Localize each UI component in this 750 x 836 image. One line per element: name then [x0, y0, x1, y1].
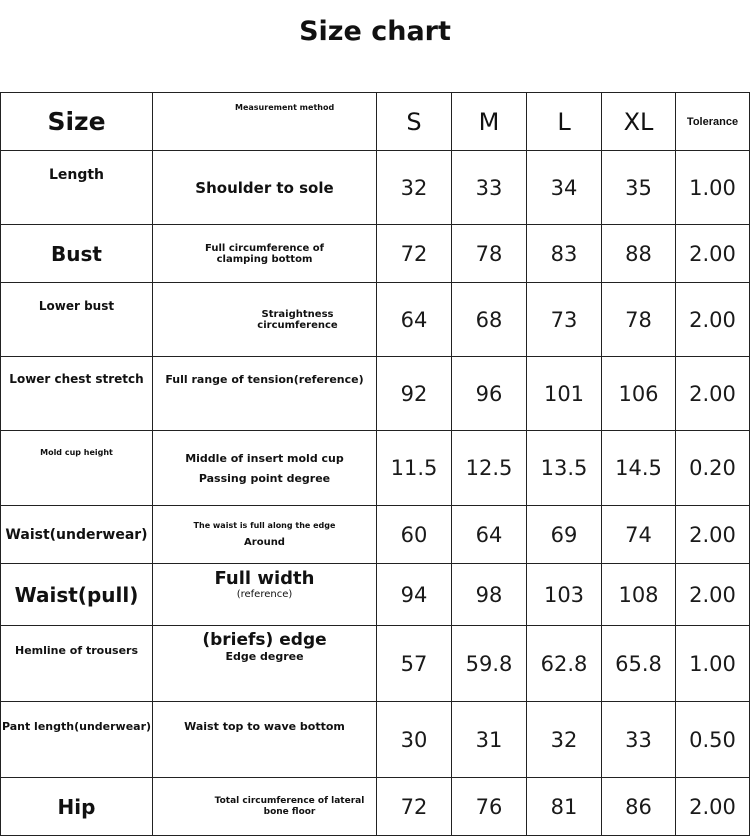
row-value-m: 12.5	[452, 431, 527, 506]
row-name: Lower chest stretch	[1, 357, 153, 431]
row-tolerance: 1.00	[676, 151, 750, 225]
header-size-xl: XL	[602, 93, 676, 151]
row-method-line: (briefs) edge	[202, 630, 327, 650]
row-value-l: 83	[527, 225, 602, 283]
row-value-m: 31	[452, 702, 527, 778]
table-row	[1, 506, 750, 564]
header-size-label: Size	[1, 93, 153, 151]
size-chart-table	[0, 92, 750, 836]
row-value-l: 34	[527, 151, 602, 225]
row-value-xl: 65.8	[602, 626, 676, 702]
row-method	[153, 564, 377, 626]
row-tolerance: 2.00	[676, 778, 750, 836]
row-method-line: Total circumference of lateral	[214, 795, 365, 806]
row-name: Lower bust	[1, 283, 153, 357]
table-row	[1, 151, 750, 225]
row-method-line: Waist top to wave bottom	[184, 720, 345, 733]
table-row	[1, 626, 750, 702]
row-value-m: 59.8	[452, 626, 527, 702]
row-method	[153, 778, 377, 836]
row-value-l: 69	[527, 506, 602, 564]
row-value-s: 94	[377, 564, 452, 626]
row-tolerance: 2.00	[676, 357, 750, 431]
row-value-xl: 35	[602, 151, 676, 225]
table-row	[1, 564, 750, 626]
row-value-m: 96	[452, 357, 527, 431]
row-value-xl: 108	[602, 564, 676, 626]
row-value-xl: 78	[602, 283, 676, 357]
header-size-s: S	[377, 93, 452, 151]
row-method	[153, 151, 377, 225]
header-size-l: L	[527, 93, 602, 151]
row-name: Pant length(underwear)	[1, 702, 153, 778]
row-method	[153, 225, 377, 283]
row-name: Waist(pull)	[1, 564, 153, 626]
table-row	[1, 431, 750, 506]
row-tolerance: 2.00	[676, 506, 750, 564]
row-tolerance: 1.00	[676, 626, 750, 702]
row-method-line: clamping bottom	[216, 253, 313, 265]
row-tolerance: 2.00	[676, 564, 750, 626]
row-value-m: 78	[452, 225, 527, 283]
row-value-xl: 88	[602, 225, 676, 283]
row-method-line: Full width	[214, 568, 315, 589]
page-title: Size chart	[299, 16, 451, 47]
row-value-m: 68	[452, 283, 527, 357]
row-tolerance: 0.20	[676, 431, 750, 506]
row-value-xl: 14.5	[602, 431, 676, 506]
row-method	[153, 626, 377, 702]
row-value-s: 30	[377, 702, 452, 778]
row-method-line: Middle of insert mold cup	[185, 451, 344, 465]
row-tolerance: 0.50	[676, 702, 750, 778]
row-value-m: 98	[452, 564, 527, 626]
row-method	[153, 702, 377, 778]
row-value-s: 92	[377, 357, 452, 431]
header-size-m: M	[452, 93, 527, 151]
row-value-l: 103	[527, 564, 602, 626]
row-value-s: 72	[377, 778, 452, 836]
table-row	[1, 225, 750, 283]
row-name: Bust	[1, 225, 153, 283]
row-value-xl: 86	[602, 778, 676, 836]
row-method	[153, 357, 377, 431]
row-value-m: 76	[452, 778, 527, 836]
row-value-l: 13.5	[527, 431, 602, 506]
row-value-l: 62.8	[527, 626, 602, 702]
row-method-line: Full circumference of	[205, 242, 324, 254]
row-tolerance: 2.00	[676, 283, 750, 357]
row-name: Hemline of trousers	[1, 626, 153, 702]
row-value-s: 72	[377, 225, 452, 283]
row-method-line: (reference)	[236, 589, 293, 600]
row-value-s: 57	[377, 626, 452, 702]
row-value-xl: 33	[602, 702, 676, 778]
table-row	[1, 778, 750, 836]
row-method-line: Straightness	[261, 308, 334, 320]
row-tolerance: 2.00	[676, 225, 750, 283]
row-name: Length	[1, 151, 153, 225]
header-method-cell	[153, 93, 377, 151]
row-value-s: 11.5	[377, 431, 452, 506]
row-method-line: circumference	[257, 319, 338, 331]
row-value-s: 60	[377, 506, 452, 564]
row-value-s: 64	[377, 283, 452, 357]
header-tolerance-label: Tolerance	[676, 93, 750, 151]
header-method-label: Measurement method	[235, 103, 335, 112]
row-name: Waist(underwear)	[1, 506, 153, 564]
row-method	[153, 506, 377, 564]
table-row	[1, 357, 750, 431]
row-name: Hip	[1, 778, 153, 836]
row-value-xl: 106	[602, 357, 676, 431]
row-method-line: Passing point degree	[198, 471, 331, 485]
table-row	[1, 283, 750, 357]
row-value-m: 33	[452, 151, 527, 225]
row-value-l: 73	[527, 283, 602, 357]
row-method-line: Around	[244, 537, 285, 548]
row-value-l: 81	[527, 778, 602, 836]
row-method-line: Edge degree	[225, 650, 304, 663]
row-method-line: Shoulder to sole	[195, 178, 334, 197]
table-row	[1, 702, 750, 778]
row-method-line: The waist is full along the edge	[193, 521, 336, 530]
row-value-xl: 74	[602, 506, 676, 564]
row-method-line: bone floor	[263, 806, 316, 817]
row-method	[153, 431, 377, 506]
row-value-l: 32	[527, 702, 602, 778]
row-method	[153, 283, 377, 357]
row-value-m: 64	[452, 506, 527, 564]
header-row	[1, 93, 750, 151]
row-name: Mold cup height	[1, 431, 153, 506]
row-method-line: Full range of tension(reference)	[165, 373, 364, 386]
row-value-s: 32	[377, 151, 452, 225]
row-value-l: 101	[527, 357, 602, 431]
